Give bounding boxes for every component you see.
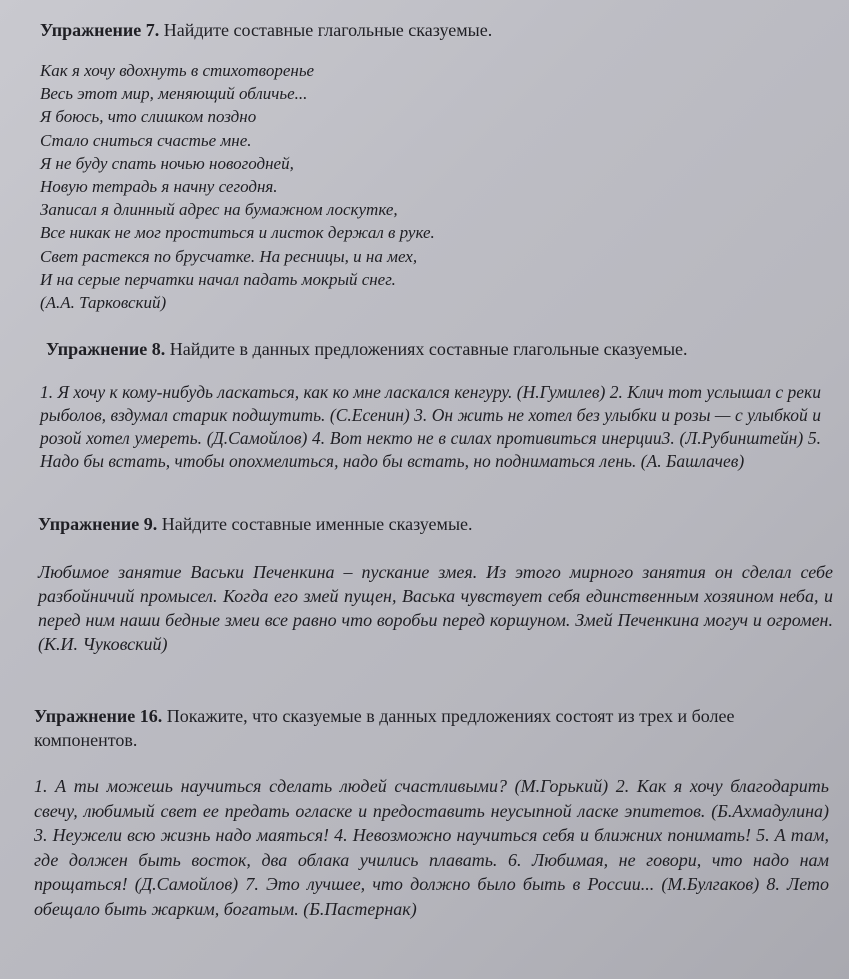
poem-author: (А.А. Тарковский): [40, 293, 167, 313]
exercise-7-poem: [40, 59, 492, 314]
exercise-9: [38, 512, 833, 674]
exercise-8-label: Упражнение 8.: [46, 339, 166, 359]
exercise-7-label: Упражнение 7.: [40, 20, 160, 40]
exercise-9-text: Любимое занятие Васьки Печенкина – пускание змея. Из этого мирного занятия он сделал себе разбойничий промысел. Когда его змей пущен, Васька чувствует себя единственным хозяином неба, и перед ним наши бедные змеи все равно что воробьи перед коршуном. Змей Печенкина могуч и огромен. (К.И. Чуковский): [38, 562, 833, 654]
poem-line: Новую тетрадь я начну сегодня.: [40, 177, 278, 197]
poem-line: И на серые перчатки начал падать мокрый снег.: [40, 269, 396, 289]
poem-line: Стало сниться счастье мне.: [40, 130, 252, 150]
exercise-7-heading: [40, 18, 492, 42]
exercise-8: [40, 337, 821, 491]
exercise-8-text: 1. Я хочу к кому-нибудь ласкаться, как ко мне ласкался кенгуру. (Н.Гумилев) 2. Клич тот услышал с реки рыболов, вздумал старик подшутить. (С.Есенин) 3. Он жить не хотел без улыбки и розы — с улыбкой и розой хотел умереть. (Д.Самойлов) 4. Вот некто не в силах противиться инерции3. (Л.Рубинштейн) 5. Надо бы встать, чтобы опохмелиться, надо бы встать, но подниматься лень. (А. Башлачев): [40, 382, 821, 471]
exercise-16: [34, 704, 829, 939]
poem-line: Я не буду спать ночью новогодней,: [40, 153, 294, 173]
poem-line: Все никак не мог проститься и листок держал в руке.: [40, 223, 435, 243]
exercise-16-label: Упражнение 16.: [34, 706, 163, 726]
exercise-9-task: Найдите составные именные сказуемые.: [157, 514, 473, 534]
poem-line: Свет растекся по брусчатке. На ресницы, и на мех,: [40, 246, 418, 266]
poem-line: Я боюсь, что слишком поздно: [40, 107, 257, 127]
exercise-16-heading: [34, 704, 794, 752]
poem-line: Записал я длинный адрес на бумажном лоскутке,: [40, 200, 398, 220]
exercise-7: [40, 18, 492, 314]
exercise-8-heading: [46, 337, 821, 361]
poem-line: Как я хочу вдохнуть в стихотворенье: [40, 61, 315, 80]
exercise-7-task: Найдите составные глагольные сказуемые.: [159, 20, 493, 40]
exercise-8-task: Найдите в данных предложениях составные глагольные сказуемые.: [165, 339, 688, 359]
exercise-16-text: 1. А ты можешь научиться сделать людей счастливыми? (М.Горький) 2. Как я хочу благодарить свечу, любимый свет ее предать огласке и предоставить неусыпной ласке эпитетов. (Б.Ахмадулина) 3. Неужели всю жизнь надо маяться! 4. Невозможно научиться себя и ближних понимать! 5. А там, где должен быть восток, два облака учились плавать. 6. Любимая, не говори, что надо нам прощаться! (Д.Самойлов) 7. Это лучшее, что должно было быть в России... (М.Булгаков) 8. Лето обещало быть жарким, богатым. (Б.Пастернак): [34, 776, 829, 919]
exercise-9-heading: [38, 512, 833, 536]
exercise-16-task: Покажите, что сказуемые в данных предложениях состоят из трех и более компонентов.: [34, 706, 735, 750]
poem-line: Весь этот мир, меняющий обличье...: [40, 84, 308, 104]
exercise-9-label: Упражнение 9.: [38, 514, 158, 534]
